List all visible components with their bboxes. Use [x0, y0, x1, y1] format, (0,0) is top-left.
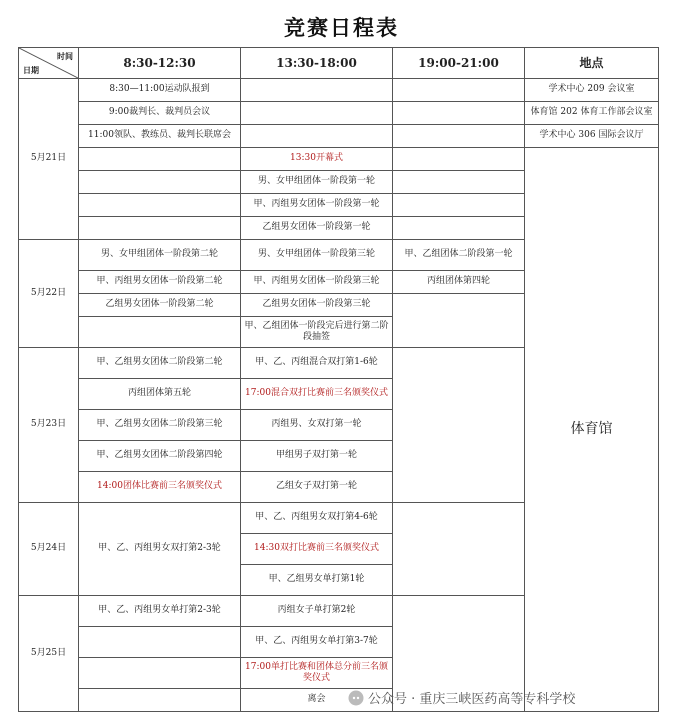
schedule-cell: 甲、丙组男女团体一阶段第一轮 [241, 194, 393, 217]
schedule-cell [79, 317, 241, 348]
schedule-cell: 乙组女子双打第一轮 [241, 472, 393, 503]
schedule-cell [393, 194, 525, 217]
schedule-cell: 甲、乙组男女团体二阶段第二轮 [79, 348, 241, 379]
schedule-cell: 甲组男子双打第一轮 [241, 441, 393, 472]
schedule-cell: 甲、乙、丙组男女单打第3-7轮 [241, 627, 393, 658]
schedule-cell [393, 148, 525, 171]
schedule-cell [79, 217, 241, 240]
schedule-cell: 8:30—11:00运动队报到 [79, 79, 241, 102]
venue-cell: 体育馆 202 体育工作部会议室 [525, 102, 659, 125]
schedule-cell: 甲、乙组男女团体二阶段第三轮 [79, 410, 241, 441]
venue-cell: 学术中心 306 国际会议厅 [525, 125, 659, 148]
corner-date-label: 日期 [23, 65, 39, 75]
schedule-cell: 甲、乙、丙组男女单打第2-3轮 [79, 596, 241, 627]
table-row [19, 102, 659, 125]
schedule-cell: 17:00混合双打比赛前三名颁奖仪式 [241, 379, 393, 410]
date-cell-0522: 5月22日 [19, 240, 79, 348]
schedule-cell: 9:00裁判长、裁判员会议 [79, 102, 241, 125]
schedule-cell: 甲、丙组男女团体一阶段第三轮 [241, 271, 393, 294]
schedule-cell: 甲、乙、丙组男女双打第4-6轮 [241, 503, 393, 534]
schedule-cell [241, 102, 393, 125]
schedule-cell [393, 294, 525, 348]
schedule-cell [393, 125, 525, 148]
schedule-cell: 甲、乙组男女单打第1轮 [241, 565, 393, 596]
corner-time-label: 时间 [57, 51, 73, 61]
table-row [19, 125, 659, 148]
schedule-cell: 乙组男女团体一阶段第一轮 [241, 217, 393, 240]
schedule-cell [393, 102, 525, 125]
schedule-cell [79, 627, 241, 658]
date-cell-0521: 5月21日 [19, 79, 79, 240]
schedule-cell [393, 348, 525, 503]
schedule-cell: 甲、丙组男女团体一阶段第二轮 [79, 271, 241, 294]
schedule-cell: 男、女甲组团体一阶段第一轮 [241, 171, 393, 194]
watermark-text: 公众号 · 重庆三峡医药高等专科学校 [368, 692, 576, 707]
schedule-cell: 甲、乙组男女团体二阶段第四轮 [79, 441, 241, 472]
schedule-cell: 甲、乙、丙组混合双打第1-6轮 [241, 348, 393, 379]
schedule-cell: 14:00团体比赛前三名颁奖仪式 [79, 472, 241, 503]
date-cell-0524: 5月24日 [19, 503, 79, 596]
column-header-evening: 19:00-21:00 [393, 48, 525, 79]
schedule-cell: 11:00领队、教练员、裁判长联席会 [79, 125, 241, 148]
schedule-cell [393, 171, 525, 194]
schedule-cell [241, 125, 393, 148]
schedule-cell [241, 79, 393, 102]
schedule-cell [393, 79, 525, 102]
venue-cell: 学术中心 209 会议室 [525, 79, 659, 102]
schedule-cell: 丙组男、女双打第一轮 [241, 410, 393, 441]
schedule-cell: 乙组男女团体一阶段第二轮 [79, 294, 241, 317]
schedule-cell: 17:00单打比赛和团体总分前三名颁奖仪式 [241, 658, 393, 689]
table-header-row [19, 48, 659, 79]
schedule-cell: 乙组男女团体一阶段第三轮 [241, 294, 393, 317]
column-header-morning: 8:30-12:30 [79, 48, 241, 79]
wechat-icon [348, 690, 364, 706]
date-cell-0525: 5月25日 [19, 596, 79, 712]
watermark [348, 688, 575, 707]
schedule-cell: 甲、乙组团体一阶段完后进行第二阶段抽签 [241, 317, 393, 348]
schedule-cell [79, 658, 241, 689]
schedule-cell [79, 194, 241, 217]
corner-header-cell [19, 48, 79, 79]
table-row [19, 148, 659, 171]
schedule-cell [79, 148, 241, 171]
column-header-afternoon: 13:30-18:00 [241, 48, 393, 79]
schedule-cell: 13:30开幕式 [241, 148, 393, 171]
schedule-cell [393, 503, 525, 596]
schedule-cell: 甲、乙组团体二阶段第一轮 [393, 240, 525, 271]
page-title: 竞赛日程表 [284, 15, 399, 40]
date-cell-0523: 5月23日 [19, 348, 79, 503]
schedule-cell: 离会 [241, 689, 393, 712]
column-header-venue: 地点 [525, 48, 659, 79]
schedule-cell: 丙组团体第四轮 [393, 271, 525, 294]
schedule-cell: 14:30双打比赛前三名颁奖仪式 [241, 534, 393, 565]
schedule-cell: 丙组女子单打第2轮 [241, 596, 393, 627]
schedule-cell: 丙组团体第五轮 [79, 379, 241, 410]
table-row [19, 79, 659, 102]
schedule-cell: 甲、乙、丙组男女双打第2-3轮 [79, 503, 241, 596]
schedule-table [18, 47, 659, 712]
schedule-cell: 男、女甲组团体一阶段第三轮 [241, 240, 393, 271]
schedule-cell [79, 171, 241, 194]
schedule-cell [79, 689, 241, 712]
schedule-cell: 男、女甲组团体一阶段第二轮 [79, 240, 241, 271]
venue-cell-main: 体育馆 [525, 148, 659, 712]
schedule-cell [393, 217, 525, 240]
